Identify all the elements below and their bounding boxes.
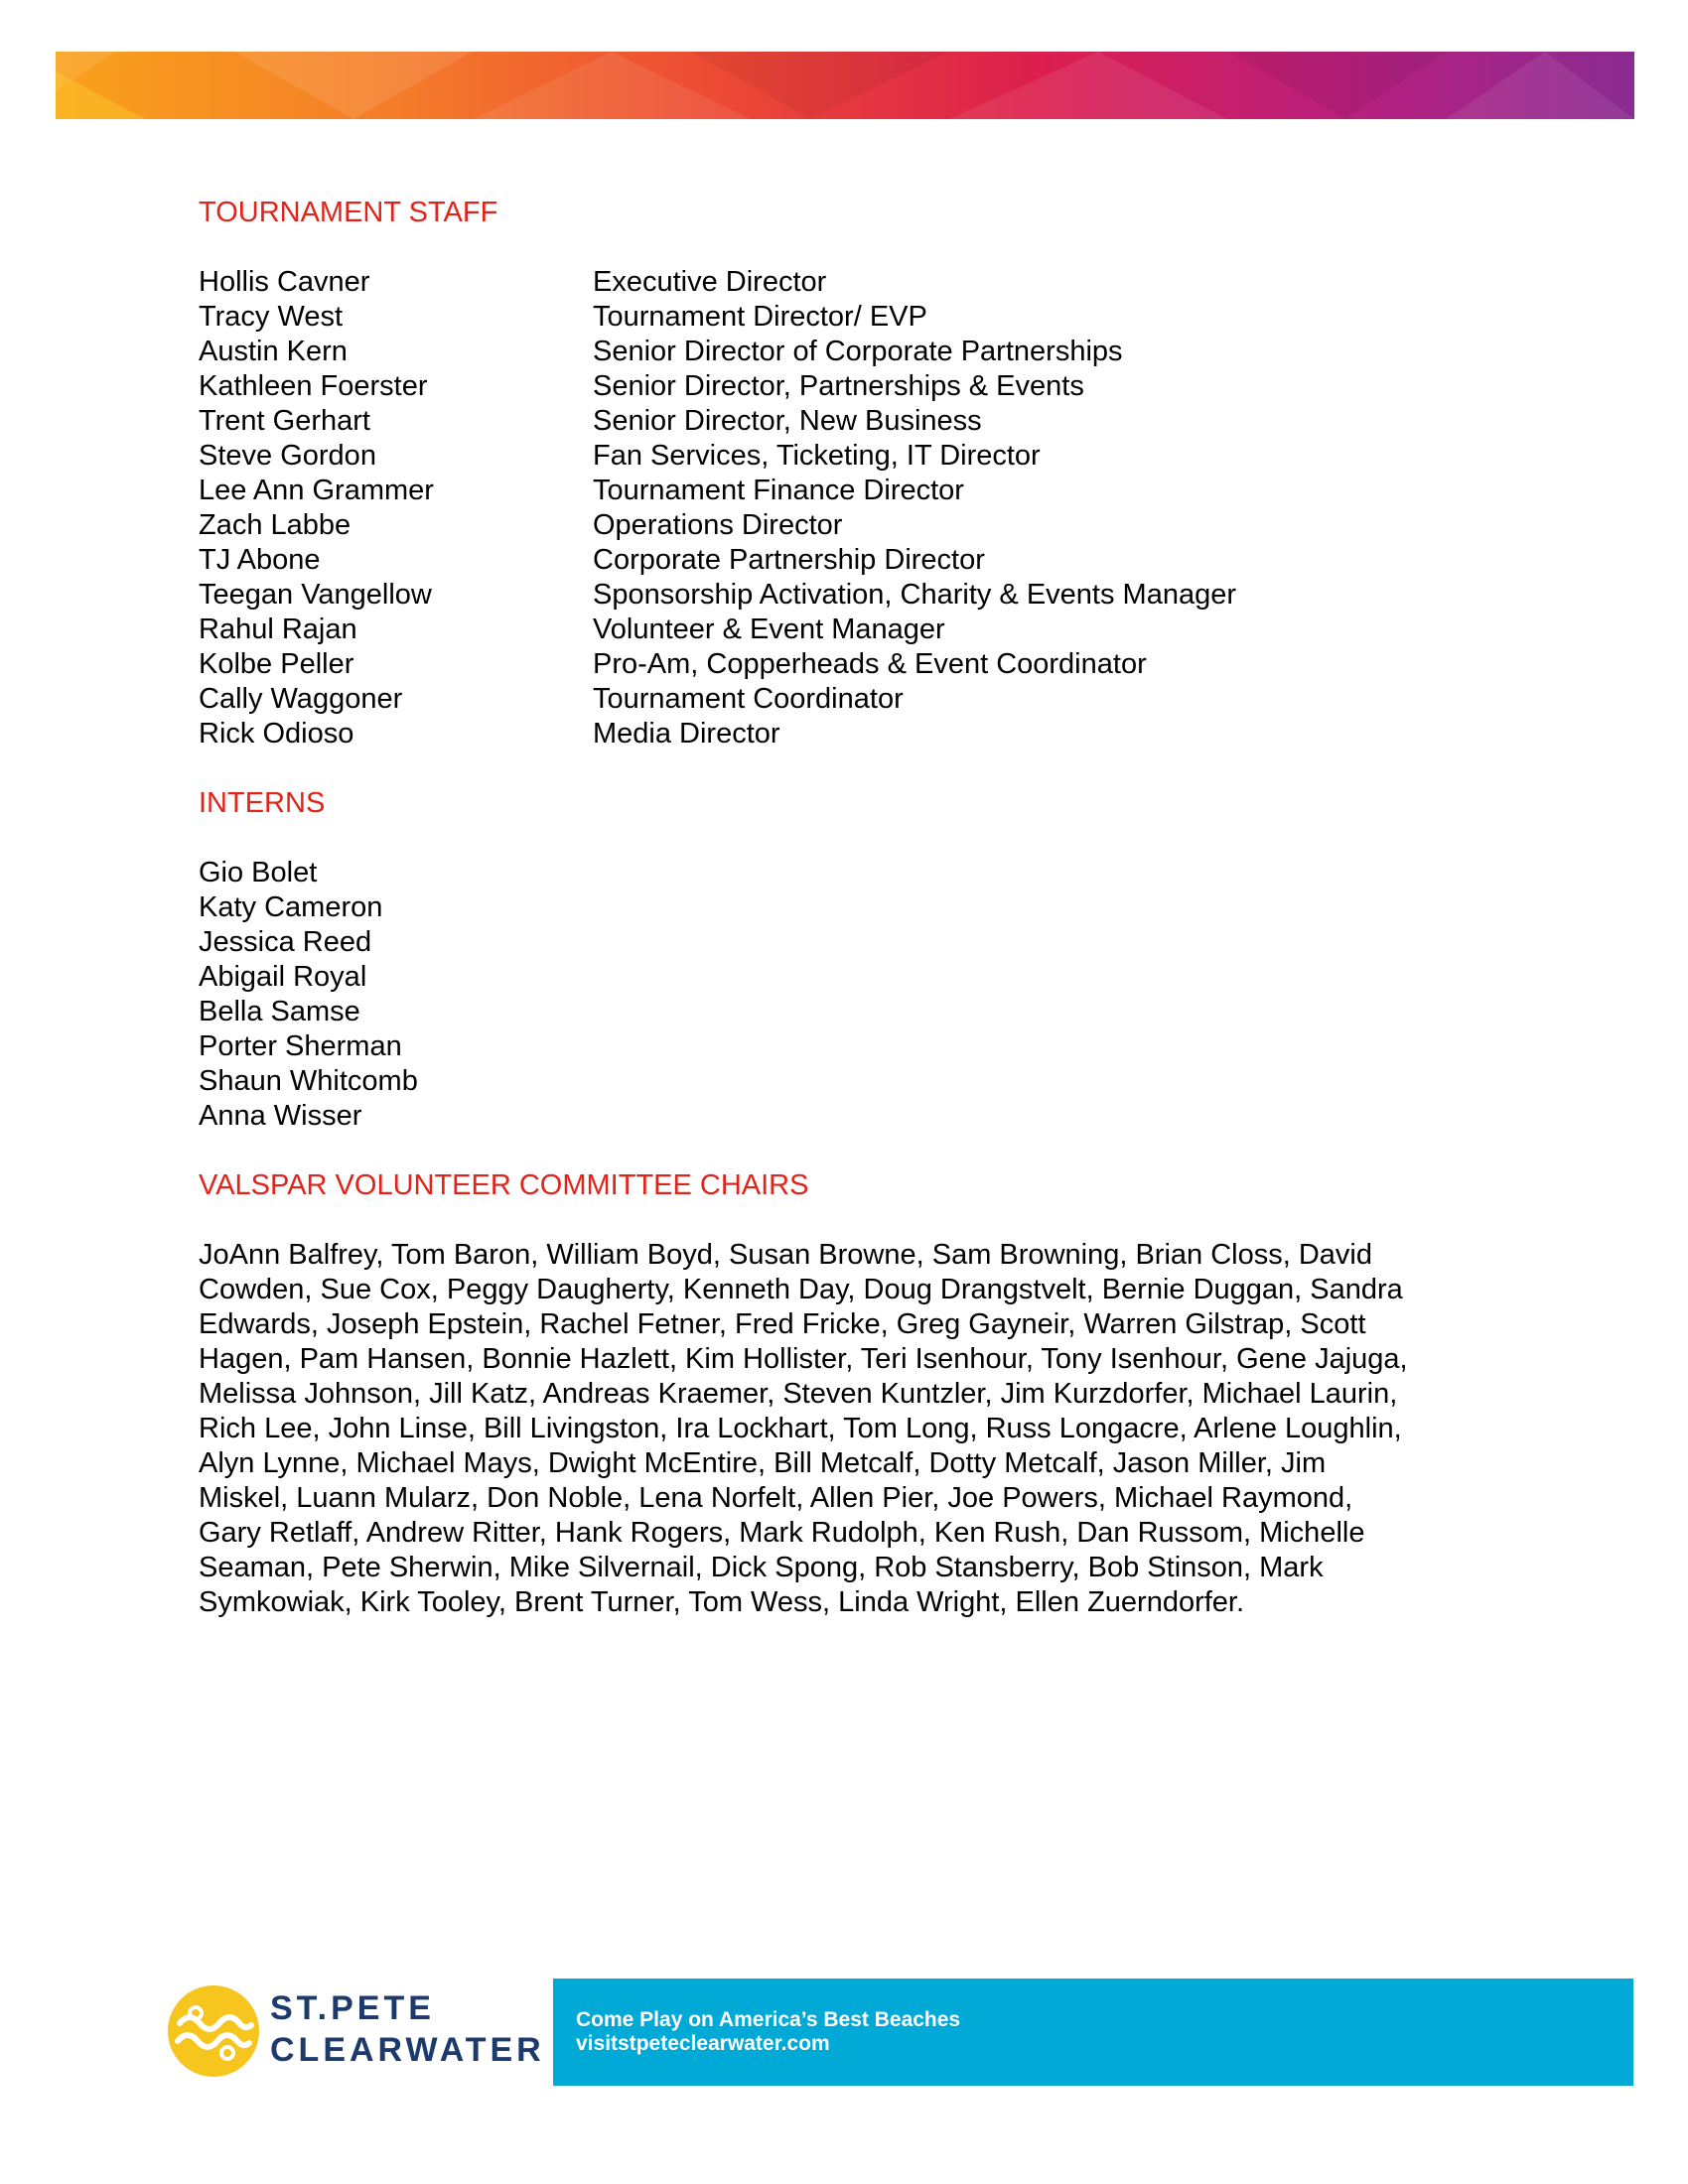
intern-name: Abigail Royal [199,961,367,993]
footer-tagline-bar [553,1979,1633,2086]
staff-title: Senior Director, Partnerships & Events [593,370,1084,402]
chairs-text-line: Alyn Lynne, Michael Mays, Dwight McEntire, Bill Metcalf, Dotty Metcalf, Jason Miller, Jim [199,1447,1327,1479]
staff-name: Teegan Vangellow [199,579,432,611]
header-gradient-banner [56,52,1634,119]
chairs-text-line: Edwards, Joseph Epstein, Rachel Fetner, Fred Fricke, Greg Gayneir, Warren Gilstrap, Scott [199,1308,1366,1340]
staff-row [199,369,1489,404]
chairs-text-line: Hagen, Pam Hansen, Bonnie Hazlett, Kim Hollister, Teri Isenhour, Tony Isenhour, Gene Jajuga, [199,1343,1408,1375]
staff-row [199,300,1489,335]
logo-line-2: CLEARWATER [270,2031,545,2069]
staff-title: Operations Director [593,509,843,541]
interns-heading: INTERNS [199,787,326,819]
banner-facets [56,52,1634,119]
staff-title: Volunteer & Event Manager [593,614,945,645]
staff-heading: TOURNAMENT STAFF [199,197,498,228]
staff-title: Corporate Partnership Director [593,544,985,576]
intern-name: Gio Bolet [199,857,318,888]
chairs-text-line: Rich Lee, John Linse, Bill Livingston, Ira Lockhart, Tom Long, Russ Longacre, Arlene Loughlin, [199,1413,1402,1444]
staff-name: Kolbe Peller [199,648,354,680]
staff-title: Tournament Director/ EVP [593,301,927,333]
document-body [199,196,1489,1620]
staff-name: Austin Kern [199,336,348,367]
staff-name: TJ Abone [199,544,321,576]
staff-name: Rahul Rajan [199,614,357,645]
chairs-text-line: Symkowiak, Kirk Tooley, Brent Turner, Tom Wess, Linda Wright, Ellen Zuerndorfer. [199,1586,1245,1618]
logo-wordmark [270,1987,545,2071]
staff-row [199,265,1489,300]
staff-name: Hollis Cavner [199,266,370,298]
staff-row [199,578,1489,613]
chairs-text-line: Miskel, Luann Mularz, Don Noble, Lena Norfelt, Allen Pier, Joe Powers, Michael Raymond, [199,1482,1353,1514]
staff-row [199,508,1489,543]
footer-tagline: Come Play on America’s Best Beaches [576,2008,961,2031]
intern-name: Shaun Whitcomb [199,1065,418,1097]
intern-name: Anna Wisser [199,1100,362,1132]
staff-name: Lee Ann Grammer [199,475,434,506]
intern-name: Bella Samse [199,996,360,1027]
chairs-heading: VALSPAR VOLUNTEER COMMITTEE CHAIRS [199,1169,809,1201]
chairs-text-line: Melissa Johnson, Jill Katz, Andreas Kraemer, Steven Kuntzler, Jim Kurzdorfer, Michael Laurin, [199,1378,1398,1410]
staff-title: Senior Director, New Business [593,405,982,437]
staff-name: Steve Gordon [199,440,376,472]
staff-title: Media Director [593,718,780,750]
staff-row [199,543,1489,578]
staff-name: Tracy West [199,301,344,333]
chairs-text-line: Gary Retlaff, Andrew Ritter, Hank Rogers, Mark Rudolph, Ken Rush, Dan Russom, Michelle [199,1517,1365,1549]
staff-title: Sponsorship Activation, Charity & Events Manager [593,579,1236,611]
staff-row [199,335,1489,369]
intern-name: Jessica Reed [199,926,372,958]
staff-row [199,682,1489,717]
staff-title: Fan Services, Ticketing, IT Director [593,440,1041,472]
staff-title: Executive Director [593,266,827,298]
staff-name: Kathleen Foerster [199,370,428,402]
chairs-text-line: JoAnn Balfrey, Tom Baron, William Boyd, Susan Browne, Sam Browning, Brian Closs, David [199,1239,1372,1271]
chairs-text-line: Cowden, Sue Cox, Peggy Daugherty, Kenneth Day, Doug Drangstvelt, Bernie Duggan, Sandra [199,1274,1403,1305]
intern-name: Katy Cameron [199,891,383,923]
intern-name: Porter Sherman [199,1030,402,1062]
staff-title: Senior Director of Corporate Partnerships [593,336,1123,367]
staff-name: Cally Waggoner [199,683,403,715]
staff-row [199,613,1489,647]
staff-name: Trent Gerhart [199,405,370,437]
staff-row [199,647,1489,682]
chairs-text-line: Seaman, Pete Sherwin, Mike Silvernail, Dick Spong, Rob Stansberry, Bob Stinson, Mark [199,1552,1324,1583]
staff-list [199,265,1489,751]
logo-line-1: ST.PETE [270,1989,435,2027]
footer-website: visitstpeteclearwater.com [576,2032,830,2055]
staff-title: Pro-Am, Copperheads & Event Coordinator [593,648,1147,680]
staff-name: Rick Odioso [199,718,354,750]
staff-title: Tournament Coordinator [593,683,904,715]
interns-list [199,856,1489,1134]
staff-row [199,439,1489,474]
staff-name: Zach Labbe [199,509,352,541]
staff-title: Tournament Finance Director [593,475,964,506]
staff-row [199,717,1489,751]
staff-row [199,474,1489,508]
st-pete-clearwater-logo [166,1976,545,2085]
staff-row [199,404,1489,439]
sun-wave-logo-icon [166,1983,261,2079]
committee-chairs-paragraph [199,1238,1489,1620]
